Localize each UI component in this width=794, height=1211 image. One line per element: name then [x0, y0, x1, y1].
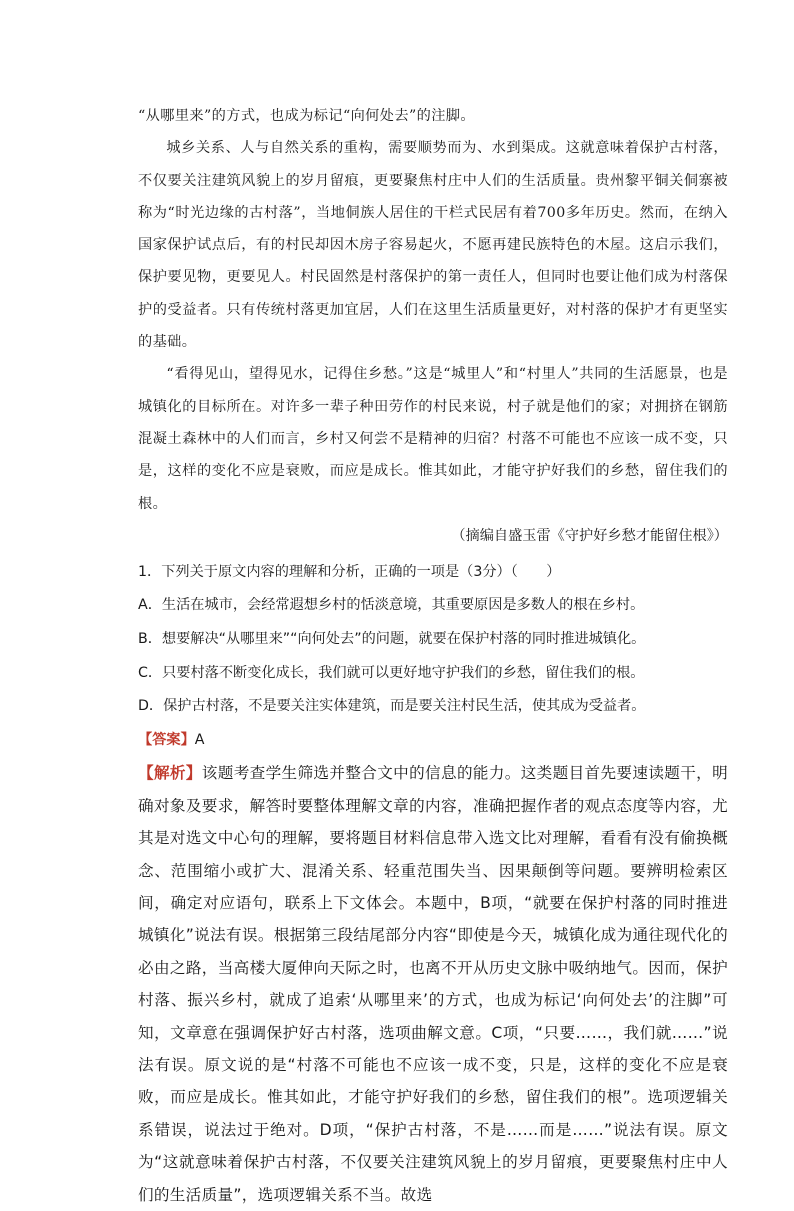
analysis-paragraph	[138, 757, 728, 1211]
option-d: D．保护古村落，不是要关注实体建筑，而是要关注村民生活，使其成为受益者。	[138, 698, 646, 715]
question-block	[138, 556, 728, 1211]
answer-value: A	[194, 731, 205, 748]
answer-line	[138, 724, 728, 758]
reading-passage	[138, 100, 728, 520]
answer-label: 【答案】	[138, 731, 195, 748]
analysis-label: 【解析】	[138, 764, 202, 783]
passage-paragraph: “看得见山，望得见水，记得住乡愁。”这是“城里人”和“村里人”共同的生活愿景，也是城镇化的目标所在。对许多一辈子种田劳作的村民来说，村子就是他们的家；对拥挤在钢筋混凝土森林中的人们而言，乡村又何尝不是精神的归宿？村落不可能也不应该一成不变，只是，这样的变化不应是衰败，而应是成长。惟其如此，才能守护好我们的乡愁，留住我们的根。	[138, 366, 728, 512]
option-b: B．想要解决“从哪里来”“向何处去”的问题，就要在保护村落的同时推进城镇化。	[138, 631, 646, 648]
option-c: C．只要村落不断变化成长，我们就可以更好地守护我们的乡愁，留住我们的根。	[138, 664, 645, 681]
question-stem: 1．下列关于原文内容的理解和分析，正确的一项是（3分）（ ）	[138, 563, 561, 580]
analysis-text: 该题考查学生筛选并整合文中的信息的能力。这类题目首先要速读题干，明确对象及要求，解答时要整体理解文章的内容，准确把握作者的观点态度等内容，尤其是对选文中心句的理解，要将题目材料信息带入选文比对理解，看看有没有偷换概念、范围缩小或扩大、混淆关系、轻重范围失当、因果颠倒等问题。要辨明检索区间，确定对应语句，联系上下文体会。本题中，B项，“就要在保护村落的同时推进城镇化”说法有误。根据第三段结尾部分内容“即使是今天，城镇化成为通往现代化的必由之路，当高楼大厦伸向天际之时，也离不开从历史文脉中吸纳地气。因而，保护村落、振兴乡村，就成了追索‘从哪里来’的方式，也成为标记‘向何处去’的注脚”可知，文章意在强调保护好古村落，选项曲解文意。C项，“只要……，我们就……”说法有误。原文说的是“村落不可能也不应该一成不变，只是，这样的变化不应是衰败，而应是成长。惟其如此，才能守护好我们的乡愁，留住我们的根”。选项逻辑关系错误，说法过于绝对。D项，“保护古村落，不是……而是……”说法有误。原文为“这就意味着保护古村落，不仅要关注建筑风貌上的岁月留痕，更要聚焦村庄中人们的生活质量”，选项逻辑关系不当。故选	[138, 764, 728, 1204]
option-a: A．生活在城市，会经常遐想乡村的恬淡意境，其重要原因是多数人的根在乡村。	[138, 597, 645, 614]
passage-paragraph: “从哪里来”的方式，也成为标记“向何处去”的注脚。	[138, 108, 475, 124]
passage-source: （摘编自盛玉雷《守护好乡愁才能留住根》）	[451, 527, 728, 544]
passage-paragraph: 城乡关系、人与自然关系的重构，需要顺势而为、水到渠成。这就意味着保护古村落，不仅要关注建筑风貌上的岁月留痕，更要聚焦村庄中人们的生活质量。贵州黎平铜关侗寨被称为“时光边缘的古村落”，当地侗族人居住的干栏式民居有着700多年历史。然而，在纳入国家保护试点后，有的村民却因木房子容易起火，不愿再建民族特色的木屋。这启示我们，保护要见物，更要见人。村民固然是村落保护的第一责任人，但同时也要让他们成为村落保护的受益者。只有传统村落更加宜居，人们在这里生活质量更好，对村落的保护才有更坚实的基础。	[138, 140, 728, 351]
